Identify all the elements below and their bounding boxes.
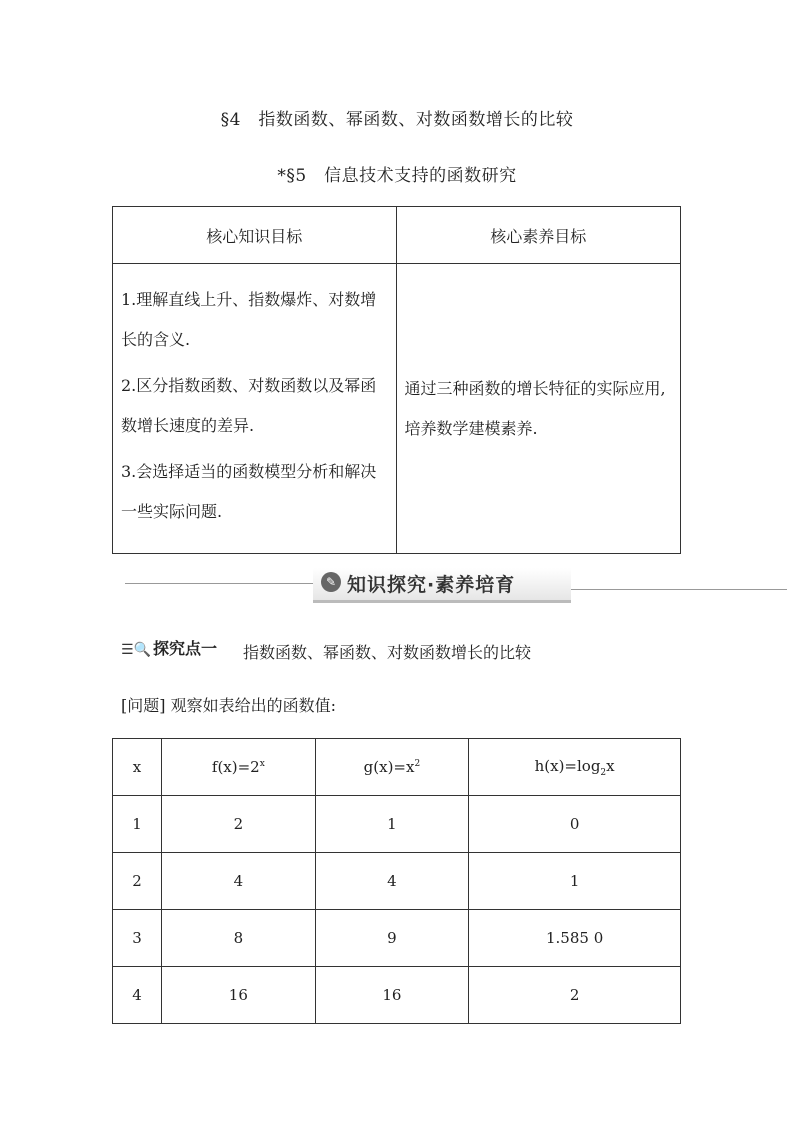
cell-f: 16 xyxy=(162,967,316,1024)
search-icon: ☰🔍 xyxy=(121,642,151,658)
header-g: $g(x)=x^2$ xyxy=(315,739,469,796)
cell-f: 4 xyxy=(162,853,316,910)
goals-table xyxy=(112,206,681,554)
explore-point-label: 探究点一 xyxy=(152,639,217,658)
explore-point xyxy=(121,636,532,662)
banner-label: 知识探究·素养培育 xyxy=(347,574,516,596)
cell-h: 1 xyxy=(469,853,681,910)
cell-h: 1.585 0 xyxy=(469,910,681,967)
explore-point-topic: 指数函数、幂函数、对数函数增长的比较 xyxy=(243,643,532,662)
question-prompt: [问题] 观察如表给出的函数值: xyxy=(121,696,336,715)
knowledge-goal-item: 3.会选择适当的函数模型分析和解决一些实际问题. xyxy=(121,461,377,521)
cell-x: 3 xyxy=(113,910,162,967)
table-row xyxy=(113,853,681,910)
cell-x: 1 xyxy=(113,796,162,853)
cell-f: 2 xyxy=(162,796,316,853)
goals-header-literacy: 核心素养目标 xyxy=(396,207,680,264)
pen-icon: ✎ xyxy=(321,572,341,592)
cell-g: 4 xyxy=(315,853,469,910)
cell-h: 0 xyxy=(469,796,681,853)
banner-divider-right xyxy=(571,589,787,590)
function-values-table xyxy=(112,738,681,1024)
table-row xyxy=(113,910,681,967)
cell-g: 9 xyxy=(315,910,469,967)
header-x: x xyxy=(113,739,162,796)
section-subtitle: *§5 信息技术支持的函数研究 xyxy=(277,166,517,186)
knowledge-goals-cell xyxy=(113,264,397,554)
cell-x: 2 xyxy=(113,853,162,910)
header-f: $f(x)=2^x$ xyxy=(162,739,316,796)
table-row xyxy=(113,967,681,1024)
cell-g: 16 xyxy=(315,967,469,1024)
table-row xyxy=(113,796,681,853)
knowledge-goal-item: 1.理解直线上升、指数爆炸、对数增长的含义. xyxy=(121,289,377,349)
banner-divider-left xyxy=(125,583,317,584)
knowledge-goal-item: 2.区分指数函数、对数函数以及幂函数增长速度的差异. xyxy=(121,375,377,435)
cell-h: 2 xyxy=(469,967,681,1024)
cell-x: 4 xyxy=(113,967,162,1024)
goals-header-knowledge: 核心知识目标 xyxy=(113,207,397,264)
section-title: §4 指数函数、幂函数、对数函数增长的比较 xyxy=(220,110,574,130)
cell-f: 8 xyxy=(162,910,316,967)
table-header-row xyxy=(113,739,681,796)
header-h: $h(x)=\log_2x$ xyxy=(469,739,681,796)
cell-g: 1 xyxy=(315,796,469,853)
literacy-goal-cell: 通过三种函数的增长特征的实际应用,培养数学建模素养. xyxy=(396,264,680,554)
section-banner xyxy=(125,566,787,602)
